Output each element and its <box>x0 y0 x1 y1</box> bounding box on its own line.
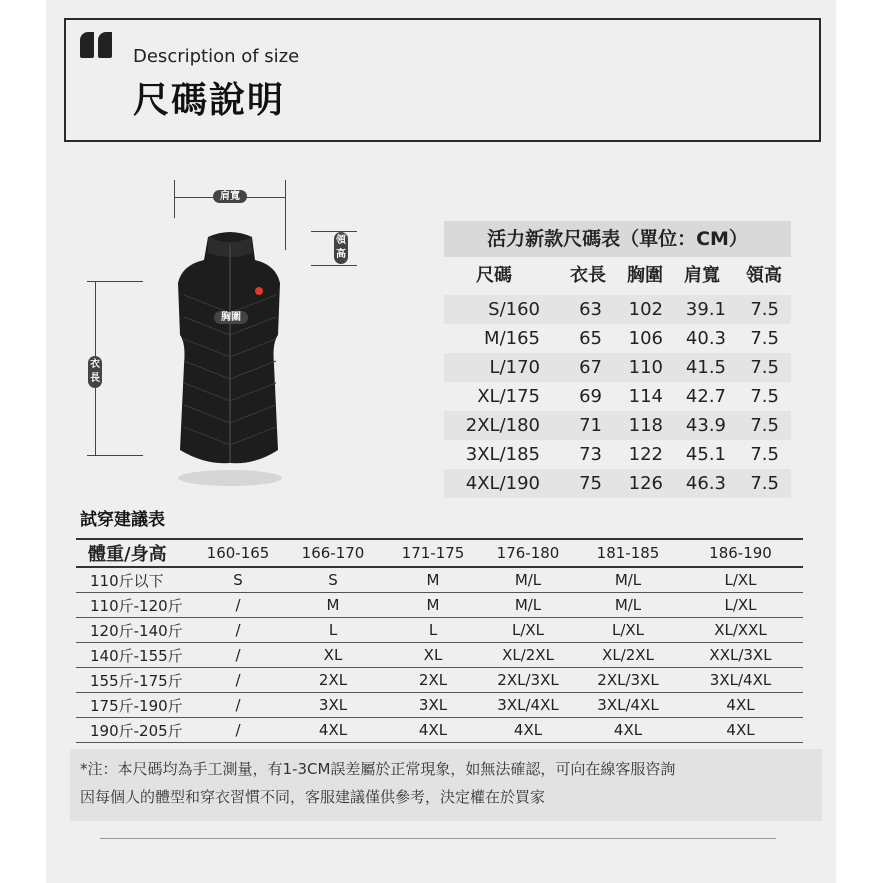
size-table-title: 活力新款尺碼表（單位：CM） <box>444 221 791 257</box>
fit-size-cell: 2XL <box>278 668 388 693</box>
size-table-cell: 102 <box>628 299 663 320</box>
size-table-cell: 4XL/190 <box>465 473 540 494</box>
fit-size-cell: XL <box>388 643 478 668</box>
size-table-cell: 43.9 <box>685 415 726 436</box>
height-col: 186-190 <box>678 539 803 567</box>
fit-size-cell: XL <box>278 643 388 668</box>
chest-label: 胸圍 <box>214 311 248 324</box>
fit-corner: 體重/身高 <box>76 539 198 567</box>
fit-table-row <box>76 643 803 668</box>
fit-size-cell: XL/2XL <box>578 643 678 668</box>
fit-size-cell: / <box>198 693 278 718</box>
vest-image <box>160 225 300 495</box>
collar-label <box>334 232 348 264</box>
note-line-2: 因每個人的體型和穿衣習慣不同，客服建議僅供參考，決定權在於買家 <box>80 788 546 806</box>
page-title: 尺碼說明 <box>133 80 286 121</box>
size-table-row <box>444 353 791 382</box>
fit-size-cell: / <box>198 593 278 618</box>
fit-size-cell: 3XL <box>278 693 388 718</box>
size-table-cell: 65 <box>579 328 602 349</box>
size-table-cell: XL/175 <box>477 386 540 407</box>
size-table-cell: 3XL/185 <box>465 444 540 465</box>
fit-size-cell: M/L <box>578 567 678 593</box>
fit-table-row <box>76 567 803 593</box>
fit-size-cell: / <box>198 643 278 668</box>
size-table-cell: 40.3 <box>685 328 726 349</box>
size-table-cell: 106 <box>628 328 663 349</box>
quote-mark-icon <box>80 32 116 62</box>
fit-table-row <box>76 593 803 618</box>
size-table-cell: 114 <box>628 386 663 407</box>
fit-size-cell: 4XL <box>278 718 388 743</box>
col-shoulder: 肩寬 <box>684 265 720 286</box>
length-label-text: 衣長 <box>90 359 100 384</box>
size-table-cell: L/170 <box>489 357 540 378</box>
fit-table-header <box>76 539 803 567</box>
height-col: 181-185 <box>578 539 678 567</box>
size-table-row <box>444 440 791 469</box>
shoulder-label: 肩寬 <box>213 190 247 203</box>
height-col: 160-165 <box>198 539 278 567</box>
fit-size-cell: S <box>278 567 388 593</box>
weight-label: 175斤-190斤 <box>76 693 198 718</box>
col-length: 衣長 <box>570 265 606 286</box>
fit-size-cell: S <box>198 567 278 593</box>
fit-size-cell: 3XL/4XL <box>678 668 803 693</box>
weight-label: 110斤以下 <box>76 567 198 593</box>
fit-size-cell: XXL/3XL <box>678 643 803 668</box>
fit-size-cell: 4XL <box>678 693 803 718</box>
size-table-cell: 46.3 <box>685 473 726 494</box>
fit-size-cell: L/XL <box>478 618 578 643</box>
size-table-cell: 75 <box>579 473 602 494</box>
fit-size-cell: / <box>198 718 278 743</box>
col-chest: 胸圍 <box>627 265 663 286</box>
collar-label-text: 領高 <box>336 235 346 260</box>
note-box <box>70 749 822 821</box>
note-line-1: *注：本尺碼均為手工測量，有1-3CM誤差屬於正常現象，如無法確認，可向在線客服咨詢 <box>80 760 676 778</box>
size-table-cell: 42.7 <box>685 386 726 407</box>
fit-size-cell: L/XL <box>678 593 803 618</box>
fit-size-cell: M <box>278 593 388 618</box>
size-table-cell: 41.5 <box>685 357 726 378</box>
size-table-cell: 7.5 <box>750 357 779 378</box>
fit-size-cell: L <box>388 618 478 643</box>
fit-size-cell: 2XL/3XL <box>578 668 678 693</box>
divider <box>100 838 776 839</box>
size-table-cell: 73 <box>579 444 602 465</box>
size-table-cell: 67 <box>579 357 602 378</box>
fit-size-cell: 4XL <box>388 718 478 743</box>
weight-label: 110斤-120斤 <box>76 593 198 618</box>
fit-table-row <box>76 718 803 743</box>
fit-size-cell: 2XL/3XL <box>478 668 578 693</box>
size-table-cell: 7.5 <box>750 415 779 436</box>
size-table-cell: 7.5 <box>750 444 779 465</box>
weight-label: 190斤-205斤 <box>76 718 198 743</box>
fit-table <box>76 538 803 743</box>
height-col: 166-170 <box>278 539 388 567</box>
fit-size-cell: 4XL <box>478 718 578 743</box>
size-table-cell: 7.5 <box>750 473 779 494</box>
size-table-cell: 7.5 <box>750 299 779 320</box>
fit-size-cell: 3XL <box>388 693 478 718</box>
fit-size-cell: 2XL <box>388 668 478 693</box>
fit-size-cell: L <box>278 618 388 643</box>
size-table-cell: 118 <box>628 415 663 436</box>
fit-size-cell: XL/XXL <box>678 618 803 643</box>
fit-size-cell: 3XL/4XL <box>478 693 578 718</box>
fit-size-cell: M/L <box>578 593 678 618</box>
size-table-row <box>444 411 791 440</box>
weight-label: 155斤-175斤 <box>76 668 198 693</box>
fit-size-cell: M <box>388 567 478 593</box>
fit-size-cell: L/XL <box>578 618 678 643</box>
fit-table-row <box>76 693 803 718</box>
fit-size-cell: 4XL <box>678 718 803 743</box>
size-table-cell: S/160 <box>488 299 540 320</box>
size-table-cell: 126 <box>628 473 663 494</box>
weight-label: 140斤-155斤 <box>76 643 198 668</box>
fit-table-row <box>76 668 803 693</box>
size-table-cell: 69 <box>579 386 602 407</box>
fit-size-cell: M/L <box>478 567 578 593</box>
size-table-cell: 2XL/180 <box>465 415 540 436</box>
col-size: 尺碼 <box>476 265 512 286</box>
height-col: 171-175 <box>388 539 478 567</box>
header-subtitle: Description of size <box>133 46 300 67</box>
fit-size-cell: 3XL/4XL <box>578 693 678 718</box>
size-table-row <box>444 295 791 324</box>
size-table-row <box>444 382 791 411</box>
fit-size-cell: L/XL <box>678 567 803 593</box>
fit-size-cell: / <box>198 618 278 643</box>
fit-table-title: 試穿建議表 <box>80 510 165 530</box>
height-col: 176-180 <box>478 539 578 567</box>
size-table-cell: 122 <box>628 444 663 465</box>
length-label <box>88 356 102 388</box>
weight-label: 120斤-140斤 <box>76 618 198 643</box>
size-table-cell: 110 <box>628 357 663 378</box>
size-table-cell: 45.1 <box>685 444 726 465</box>
size-table-row <box>444 324 791 353</box>
size-table-cell: 7.5 <box>750 328 779 349</box>
size-table-cell: 7.5 <box>750 386 779 407</box>
size-table-cell: 63 <box>579 299 602 320</box>
fit-size-cell: M/L <box>478 593 578 618</box>
fit-size-cell: XL/2XL <box>478 643 578 668</box>
col-collar: 領高 <box>746 265 782 286</box>
fit-size-cell: 4XL <box>578 718 678 743</box>
size-table-header <box>444 261 791 290</box>
size-table-cell: 39.1 <box>685 299 726 320</box>
size-table-cell: M/165 <box>484 328 540 349</box>
fit-table-row <box>76 618 803 643</box>
size-table-row <box>444 469 791 498</box>
fit-size-cell: / <box>198 668 278 693</box>
fit-size-cell: M <box>388 593 478 618</box>
size-table-cell: 71 <box>579 415 602 436</box>
